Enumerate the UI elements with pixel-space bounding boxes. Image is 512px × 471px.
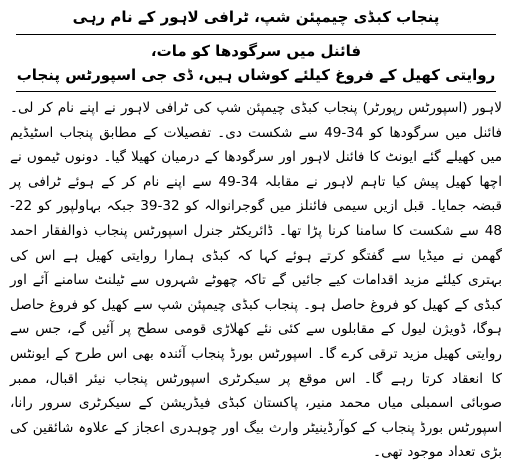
subheadline: فائنل میں سرگودھا کو مات، — [150, 42, 362, 60]
headline-divider-bottom — [16, 91, 496, 92]
headline: پنجاب کبڈی چیمپئن شپ، ٹرافی لاہور کے نام رہی — [72, 8, 440, 26]
article-body: لاہور (اسپورٹس رپورٹر) پنجاب کبڈی چیمپئن شپ کی ٹرافی لاہور نے اپنے نام کر لی۔ فائنل میں سرگودھا کو 34-49 سے شکست دی۔ تفصیلات کے مطابق پنجاب اسٹیڈیم میں کھیلے گئے ایونٹ کا فائنل لاہور اور سرگودھا کے درمیان کھیلا گیا۔ دونوں ٹیموں نے اچھا کھیل پیش کیا تاہم لاہور نے مقابلہ 34-49 سے اپنے نام کر کے ہوئے ٹرافی پر قبضہ جمایا۔ قبل ازیں سیمی فائنلز میں گوجرانوالہ کو 32-39 جبکہ بہاولپور کو 22-48 سے شکست کا سامنا کرنا پڑا تھا۔ ڈائریکٹر جنرل اسپورٹس پنجاب ذوالفقار احمد گھمن نے میڈیا سے گفتگو کرتے ہوئے کہا کہ کبڈی ہمارا روایتی کھیل ہے اس کی بہتری کیلئے مزید اقدامات کیے جائیں گے تاکہ چھوٹے شہروں سے ٹیلنٹ سامنے آئے اور کبڈی کے کھیل کو فروغ حاصل ہو۔ پنجاب کبڈی چیمپئن شپ سے کھیل کو فروغ حاصل ہوگا، ڈویژن لیول کے مقابلوں سے کئی نئے کھلاڑی قومی سطح پر آئیں گے، جس سے روایتی کھیل مزید ترقی کرے گا۔ اسپورٹس بورڈ پنجاب آئندہ بھی اس طرح کے ایونٹس کا انعقاد کرتا رہے گا۔ اس موقع پر سیکرٹری اسپورٹس پنجاب نیئر اقبال، ممبر صوبائی اسمبلی میاں محمد منیر، پاکستان کبڈی فیڈریشن کے سیکرٹری سرور رانا، اسپورٹس بورڈ پنجاب کے کوآرڈینیٹر وارث بیگ اور چوہدری اعجاز کے علاوہ شائقین کی بڑی تعداد موجود تھی۔ — [10, 100, 502, 461]
headline-divider-top — [16, 34, 496, 35]
subheadline-source: روایتی کھیل کے فروغ کیلئے کوشاں ہیں، ڈی جی اسپورٹس پنجاب — [16, 66, 496, 84]
